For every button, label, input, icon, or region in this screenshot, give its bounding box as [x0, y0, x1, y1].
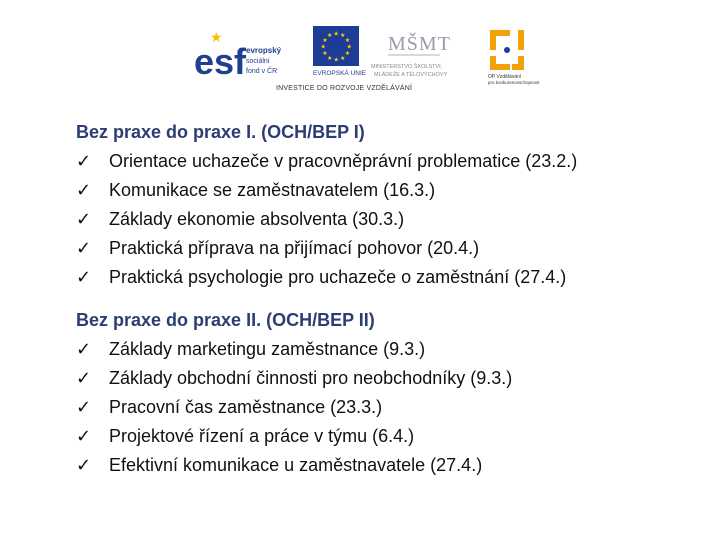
msmt-line2: MLÁDEŽE A TĚLOVÝCHOVY: [374, 72, 448, 78]
eu-star-icon: ★: [344, 51, 351, 57]
check-icon: ✓: [76, 267, 92, 287]
eu-star-icon: ★: [333, 57, 339, 64]
eu-star-icon: ★: [327, 55, 333, 62]
esf-line3: fond v ČR: [246, 68, 278, 75]
item-text: Projektové řízení a práce v týmu (6.4.): [109, 426, 415, 446]
item-text: Základy marketingu zaměstnance (9.3.): [109, 339, 426, 359]
eu-star-icon: ★: [320, 44, 326, 51]
section-title: Bez praxe do praxe I. (OCH/BEP I): [76, 122, 365, 142]
op-line1: OP Vzdělávání: [488, 74, 522, 80]
item-text: Komunikace se zaměstnavatelem (16.3.): [109, 180, 436, 200]
check-icon: ✓: [76, 368, 92, 388]
check-icon: ✓: [76, 339, 92, 359]
list-item: [76, 393, 696, 422]
section-title: Bez praxe do praxe II. (OCH/BEP II): [76, 310, 375, 330]
msmt-line1: MINISTERSTVO ŠKOLSTVÍ,: [371, 64, 443, 70]
eu-caption: EVROPSKÁ UNIE: [313, 70, 367, 77]
section-bep-2: [76, 306, 696, 480]
item-text: Pracovní čas zaměstnance (23.3.): [109, 397, 383, 417]
main-content: [76, 118, 696, 494]
check-icon: ✓: [76, 180, 92, 200]
check-icon: ✓: [76, 397, 92, 417]
investment-banner: INVESTICE DO ROZVOJE VZDĚLÁVÁNÍ: [276, 85, 413, 92]
course-list: [76, 335, 696, 480]
list-item: [76, 234, 696, 263]
item-text: Orientace uchazeče v pracovněprávní problematice (23.2.): [109, 151, 578, 171]
op-line2: pro konkurenceschopnost: [488, 80, 540, 85]
check-icon: ✓: [76, 238, 92, 258]
item-text: Základy obchodní činnosti pro neobchodníky (9.3.): [109, 368, 513, 388]
item-text: Základy ekonomie absolventa (30.3.): [109, 209, 405, 229]
list-item: [76, 422, 696, 451]
list-item: [76, 147, 696, 176]
list-item: [76, 205, 696, 234]
eu-star-icon: ★: [322, 51, 328, 57]
esf-letters: esf: [194, 41, 247, 82]
eu-star-icon: ★: [333, 31, 339, 38]
check-icon: ✓: [76, 209, 92, 229]
eu-star-icon: ★: [340, 55, 346, 62]
esf-star: ★: [210, 29, 223, 45]
eu-flag-logo: [313, 26, 367, 77]
eu-star-icon: ★: [340, 33, 346, 40]
eu-star-icon: ★: [344, 38, 351, 44]
list-item: [76, 364, 696, 393]
list-item: [76, 451, 696, 480]
list-item: [76, 263, 696, 292]
op-dot: [504, 47, 510, 53]
eu-star-icon: ★: [327, 33, 333, 40]
eu-star-icon: ★: [322, 38, 328, 44]
check-icon: ✓: [76, 455, 92, 475]
item-text: Praktická příprava na přijímací pohovor (20.4.): [109, 238, 480, 258]
msmt-logo: [371, 31, 451, 78]
check-icon: ✓: [76, 151, 92, 171]
esf-line1: evropský: [246, 46, 282, 55]
section-bep-1: [76, 118, 696, 292]
esf-logo: [194, 26, 282, 82]
msmt-mark: MŠMT: [388, 33, 451, 55]
check-icon: ✓: [76, 426, 92, 446]
esf-line2: sociální: [246, 58, 270, 65]
item-text: Efektivní komunikace u zaměstnavatele (27.4.): [109, 455, 483, 475]
course-list: [76, 147, 696, 292]
op-logo: [488, 30, 540, 85]
list-item: [76, 176, 696, 205]
eu-star-icon: ★: [346, 44, 352, 51]
item-text: Praktická psychologie pro uchazeče o zaměstnání (27.4.): [109, 267, 567, 287]
list-item: [76, 335, 696, 364]
